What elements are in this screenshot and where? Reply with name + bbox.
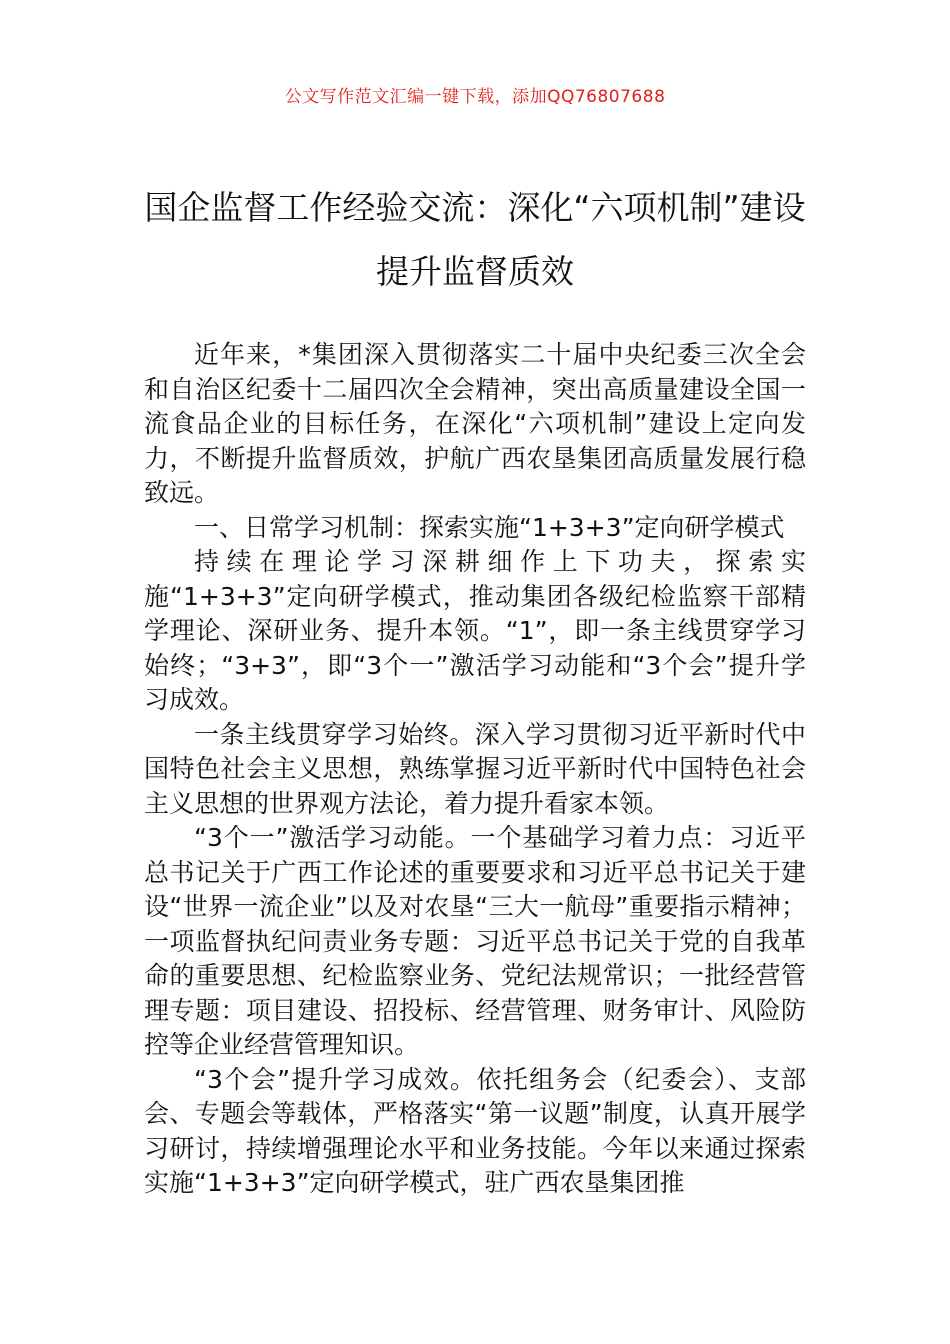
section-heading-1: 一、日常学习机制：探索实施“1+3+3”定向研学模式 (194, 512, 785, 542)
document-title: 国企监督工作经验交流：深化“六项机制”建设 提升监督质效 (144, 188, 806, 291)
paragraph-three-ones: “3个一”激活学习动能。一个基础学习着力点：习近平总书记关于广西工作论述的重要要求和习近平总书记关于建设“世界一流企业”以及对农垦“三大一航母”重要指示精神；一项监督执纪问责业务专题：习近平总书记关于党的自我革命的重要思想、纪检监察业务、党纪法规常识；一批经营管理专题：项目建设、招投标、经营管理、财务审计、风险防控等企业经营管理知识。 (144, 823, 806, 1059)
download-banner: 公文写作范文汇编一键下载，添加QQ76807688 (284, 87, 666, 107)
document-body (144, 338, 806, 1201)
paragraph-model: 持续在理论学习深耕细作上下功夫，探索实施“1+3+3”定向研学模式，推动集团各级纪检监察干部精学理论、深研业务、提升本领。“1”，即一条主线贯穿学习始终；“3+3”，即“3个一”激活学习动能和“3个会”提升学习成效。 (144, 547, 806, 714)
paragraph-intro: 近年来，*集团深入贯彻落实二十届中央纪委三次全会和自治区纪委十二届四次全会精神，突出高质量建设全国一流食品企业的目标任务，在深化“六项机制”建设上定向发力，不断提升监督质效，护航广西农垦集团高质量发展行稳致远。 (144, 340, 806, 507)
paragraph-main-line: 一条主线贯穿学习始终。深入学习贯彻习近平新时代中国特色社会主义思想，熟练掌握习近平新时代中国特色社会主义思想的世界观方法论，着力提升看家本领。 (144, 719, 806, 818)
paragraph-three-meetings: “3个会”提升学习成效。依托组务会（纪委会）、支部会、专题会等载体，严格落实“第一议题”制度，认真开展学习研讨，持续增强理论水平和业务技能。今年以来通过探索实施“1+3+3”定向研学模式，驻广西农垦集团推 (144, 1064, 806, 1197)
